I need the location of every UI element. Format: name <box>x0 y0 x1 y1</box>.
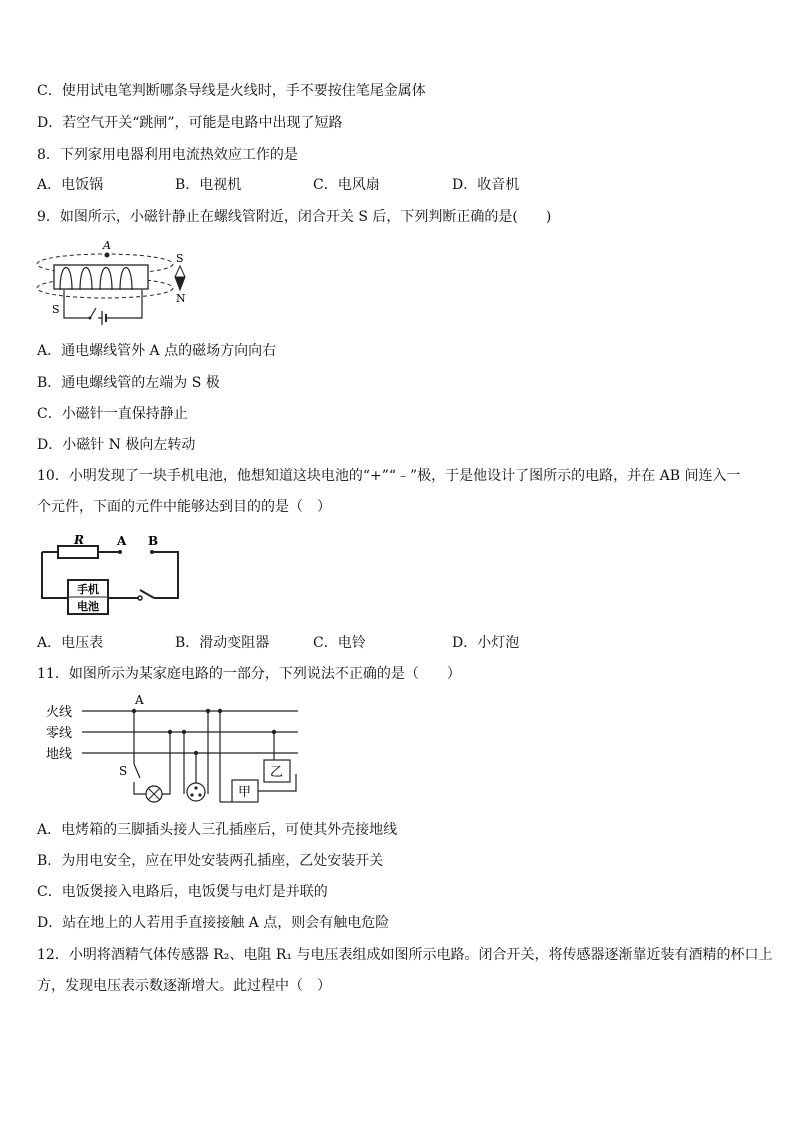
q8-option-d: D．收音机 <box>452 177 520 193</box>
q11-option-c: C．电饭煲接入电路后，电饭煲与电灯是并联的 <box>37 884 328 900</box>
ground-wire-label: 地线 <box>46 747 73 762</box>
q10-option-b: B．滑动变阻器 <box>175 635 270 651</box>
switch-s-label: S <box>119 764 128 778</box>
q9-option-d: D．小磁针 N 极向左转动 <box>37 437 196 453</box>
q10-circuit-figure <box>36 534 186 616</box>
box-yi-label: 乙 <box>270 765 284 780</box>
q8-option-c: C．电风扇 <box>313 177 380 193</box>
point-a-label: A <box>103 239 111 252</box>
q9-option-c: C．小磁针一直保持静止 <box>37 406 188 422</box>
q8-option-b: B．电视机 <box>175 177 242 193</box>
q11-option-d: D．站在地上的人若用手直接接触 A 点，则会有触电危险 <box>37 915 390 931</box>
q11-stem: 11．如图所示为某家庭电路的一部分，下列说法不正确的是（ ） <box>37 666 461 682</box>
q9-stem: 9．如图所示，小磁针静止在螺线管附近，闭合开关 S 后，下列判断正确的是( ) <box>37 209 552 225</box>
battery-label-1: 手机 <box>77 583 99 596</box>
q10-option-c: C．电铃 <box>313 635 366 651</box>
three-hole-socket-icon <box>187 783 205 801</box>
q10-option-a: A．电压表 <box>37 635 104 651</box>
neutral-wire-label: 零线 <box>46 726 73 741</box>
q9-option-a: A．通电螺线管外 A 点的磁场方向向右 <box>37 343 277 359</box>
box-jia-label: 甲 <box>238 785 252 800</box>
q8-stem: 8．下列家用电器利用电流热效应工作的是 <box>37 147 298 163</box>
battery-label-2: 电池 <box>77 600 99 613</box>
q11-option-a: A．电烤箱的三脚插头接人三孔插座后，可使其外壳接地线 <box>37 822 398 838</box>
terminal-b-label: B <box>148 534 159 548</box>
resistor-r-label: R <box>74 534 84 547</box>
needle-n-half <box>175 277 185 290</box>
q10-stem-line1: 10．小明发现了一块手机电池，他想知道这块电池的“+”“﹣”极，于是他设计了图所示的电路，并在 AB 间连入一 <box>37 468 741 484</box>
point-a-dot <box>105 253 110 258</box>
q7-option-d: D．若空气开关“跳闸”，可能是电路中出现了短路 <box>37 115 343 131</box>
terminal-a-label: A <box>117 534 127 548</box>
q8-option-a: A．电饭锅 <box>37 177 104 193</box>
switch-s-label: S <box>52 303 60 316</box>
q12-stem-line2: 方，发现电压表示数逐渐增大。此过程中（ ） <box>37 978 331 994</box>
q9-solenoid-figure <box>30 238 205 330</box>
q10-option-d: D．小灯泡 <box>452 635 520 651</box>
needle-n-label: N <box>176 292 186 305</box>
q9-option-b: B．通电螺线管的左端为 S 极 <box>37 375 220 391</box>
q7-option-c: C．使用试电笔判断哪条导线是火线时，手不要按住笔尾金属体 <box>37 83 426 99</box>
live-wire-label: 火线 <box>46 705 73 720</box>
q12-stem-line1: 12．小明将酒精气体传感器 R₂、电阻 R₁ 与电压表组成如图所示电路。闭合开关，将传感器逐渐靠近装有酒精的杯口上 <box>37 947 773 963</box>
needle-s-label: S <box>176 252 184 265</box>
point-a-label: A <box>135 693 144 707</box>
q11-option-b: B．为用电安全，应在甲处安装两孔插座，乙处安装开关 <box>37 853 384 869</box>
q11-household-circuit-figure <box>44 690 304 810</box>
needle-s-half <box>175 266 185 277</box>
q10-stem-line2: 个元件，下面的元件中能够达到目的的是（ ） <box>37 499 331 515</box>
resistor-r <box>58 546 98 558</box>
